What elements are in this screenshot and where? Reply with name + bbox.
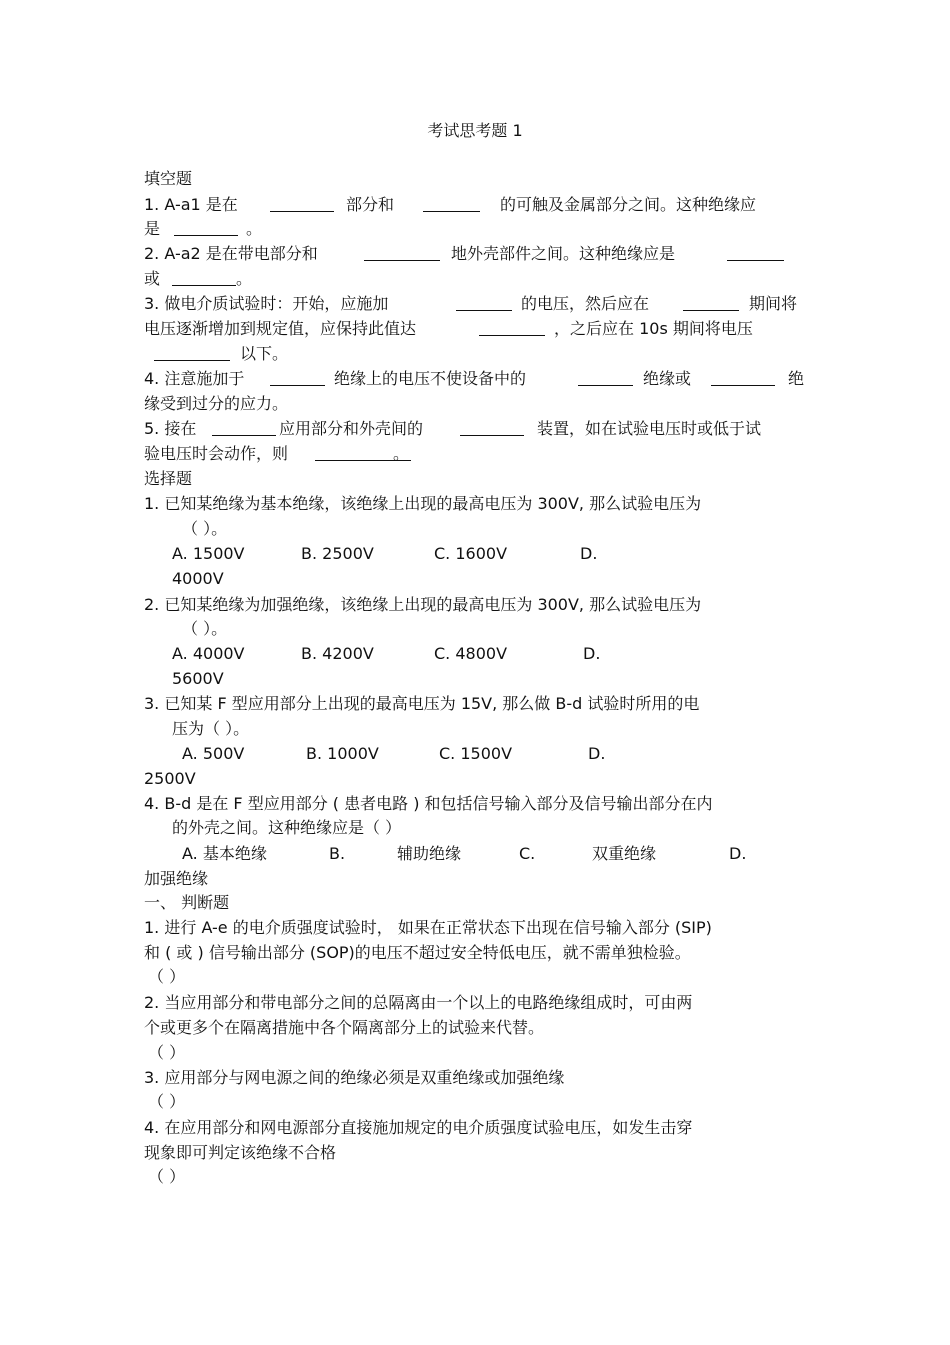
answer-blank[interactable] xyxy=(270,370,325,386)
answer-blank[interactable] xyxy=(711,370,775,386)
answer-blank[interactable] xyxy=(212,420,276,436)
answer-blank[interactable] xyxy=(154,345,230,361)
answer-blank[interactable] xyxy=(172,270,236,286)
option-d-value: 2500V xyxy=(144,769,196,788)
answer-parentheses[interactable]: （ ） xyxy=(148,967,186,986)
answer-blank[interactable] xyxy=(683,295,739,311)
option-c[interactable]: C. 4800V xyxy=(434,644,508,663)
page-title: 考试思考题 1 xyxy=(427,121,523,140)
answer-parentheses[interactable]: （ ） xyxy=(148,1167,186,1186)
option-d[interactable]: D. xyxy=(729,844,747,863)
answer-blank[interactable] xyxy=(479,320,545,336)
option-d-value: 5600V xyxy=(172,669,224,688)
answer-blank[interactable] xyxy=(578,370,633,386)
option-c[interactable]: C. 1600V xyxy=(434,544,508,563)
answer-blank[interactable] xyxy=(456,295,512,311)
option-d[interactable]: D. xyxy=(583,644,601,663)
answer-blank[interactable] xyxy=(364,245,440,261)
judge-heading: 一、 判断题 xyxy=(144,893,230,912)
answer-parentheses[interactable]: （ ） xyxy=(148,1092,186,1111)
choice-heading: 选择题 xyxy=(144,469,193,488)
option-c-value: 双重绝缘 xyxy=(592,844,657,863)
option-d-value: 加强绝缘 xyxy=(144,869,209,888)
option-a[interactable]: A. 1500V xyxy=(172,544,245,563)
answer-blank[interactable] xyxy=(174,220,238,236)
option-b[interactable]: B. 1000V xyxy=(306,744,379,763)
fill-heading: 填空题 xyxy=(144,169,193,188)
option-b[interactable]: B. 4200V xyxy=(301,644,374,663)
option-a[interactable]: A. 500V xyxy=(182,744,245,763)
option-d[interactable]: D. xyxy=(588,744,606,763)
option-b-value: 辅助绝缘 xyxy=(397,844,462,863)
answer-blank[interactable] xyxy=(423,196,480,212)
answer-blank[interactable] xyxy=(270,196,334,212)
option-d-value: 4000V xyxy=(172,569,224,588)
option-a[interactable]: A. 4000V xyxy=(172,644,245,663)
answer-parentheses[interactable]: （ ） xyxy=(148,1043,186,1062)
option-c[interactable]: C. xyxy=(519,844,536,863)
answer-blank[interactable] xyxy=(727,245,784,261)
option-c[interactable]: C. 1500V xyxy=(439,744,513,763)
option-b[interactable]: B. 2500V xyxy=(301,544,374,563)
option-d[interactable]: D. xyxy=(580,544,598,563)
answer-blank[interactable] xyxy=(460,420,524,436)
option-b[interactable]: B. xyxy=(329,844,346,863)
option-a[interactable]: A. 基本绝缘 xyxy=(182,844,267,863)
